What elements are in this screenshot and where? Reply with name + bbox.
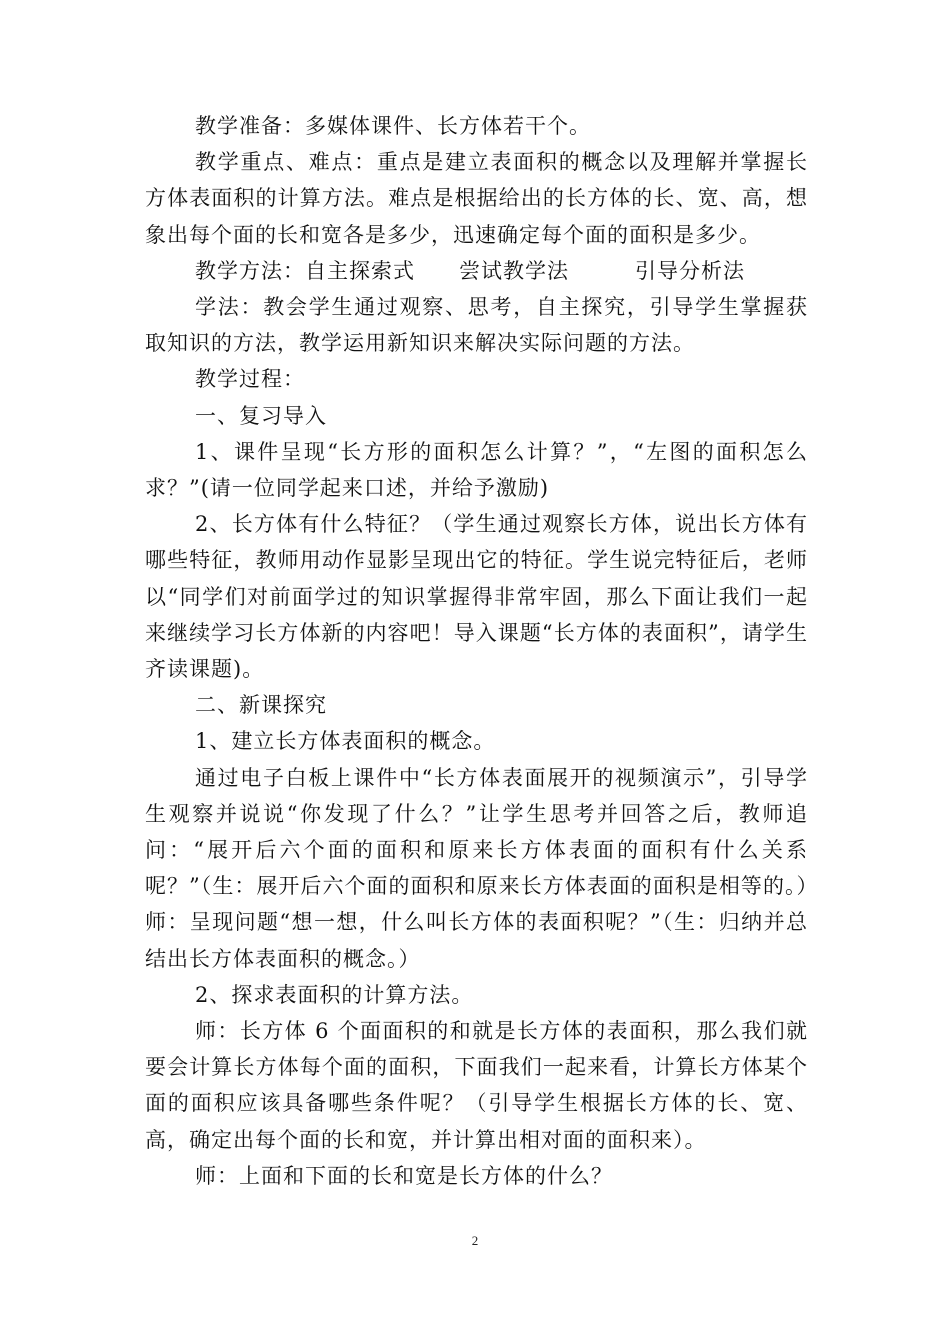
teacher-question-paragraph: 师：上面和下面的长和宽是长方体的什么？ [195, 1163, 613, 1188]
new-lesson-item-2-heading: 2、探求表面积的计算方法。 [195, 982, 474, 1007]
teaching-methods-paragraph: 教学方法：自主探索式 尝试教学法 引导分析法 [195, 258, 745, 283]
teaching-process-heading: 教学过程： [195, 367, 305, 392]
section-new-lesson-heading: 二、新课探究 [195, 693, 327, 718]
review-item-1-paragraph: 1、课件呈现“长方形的面积怎么计算？”，“左图的面积怎么求？”(请一位同学起来口述，并给予激励) [145, 439, 808, 501]
new-lesson-item-1-heading: 1、建立长方体表面积的概念。 [195, 729, 496, 754]
teaching-preparation-paragraph: 教学准备：多媒体课件、长方体若干个。 [195, 114, 591, 138]
key-points-paragraph: 教学重点、难点：重点是建立表面积的概念以及理解并掌握长方体表面积的计算方法。难点是根据给出的长方体的长、宽、高，想象出每个面的长和宽各是多少，迅速确定每个面的面积是多少。 [145, 150, 808, 247]
new-lesson-item-2-paragraph: 师：长方体 6 个面面积的和就是长方体的表面积，那么我们就要会计算长方体每个面的面积，下面我们一起来看，计算长方体某个面的面积应该具备哪些条件呢？（引导学生根据长方体的长、宽、高，确定出每个面的长和宽，并计算出相对面的面积来）。 [145, 1019, 808, 1152]
section-review-heading: 一、复习导入 [195, 403, 327, 428]
review-item-2-paragraph: 2、长方体有什么特征？（学生通过观察长方体，说出长方体有哪些特征，教师用动作显影呈现出它的特征。学生说完特征后，老师以“同学们对前面学过的知识掌握得非常牢固，那么下面让我们一起来继续学习长方体新的内容吧！导入课题“长方体的表面积”，请学生齐读课题)。 [145, 512, 808, 682]
document-body [145, 108, 808, 1194]
page-number: 2 [471, 1233, 479, 1248]
learning-methods-paragraph: 学法：教会学生通过观察、思考，自主探究，引导学生掌握获取知识的方法，教学运用新知识来解决实际问题的方法。 [145, 295, 808, 356]
new-lesson-item-1-paragraph: 通过电子白板上课件中“长方体表面展开的视频演示”，引导学生观察并说说“你发现了什么？”让学生思考并回答之后，教师追问：“展开后六个面的面积和原来长方体表面的面积有什么关系呢？”（生：展开后六个面的面积和原来长方体表面的面积是相等的。）师：呈现问题“想一想，什么叫长方体的表面积呢？”（生：归纳并总结出长方体表面积的概念。） [145, 765, 808, 971]
